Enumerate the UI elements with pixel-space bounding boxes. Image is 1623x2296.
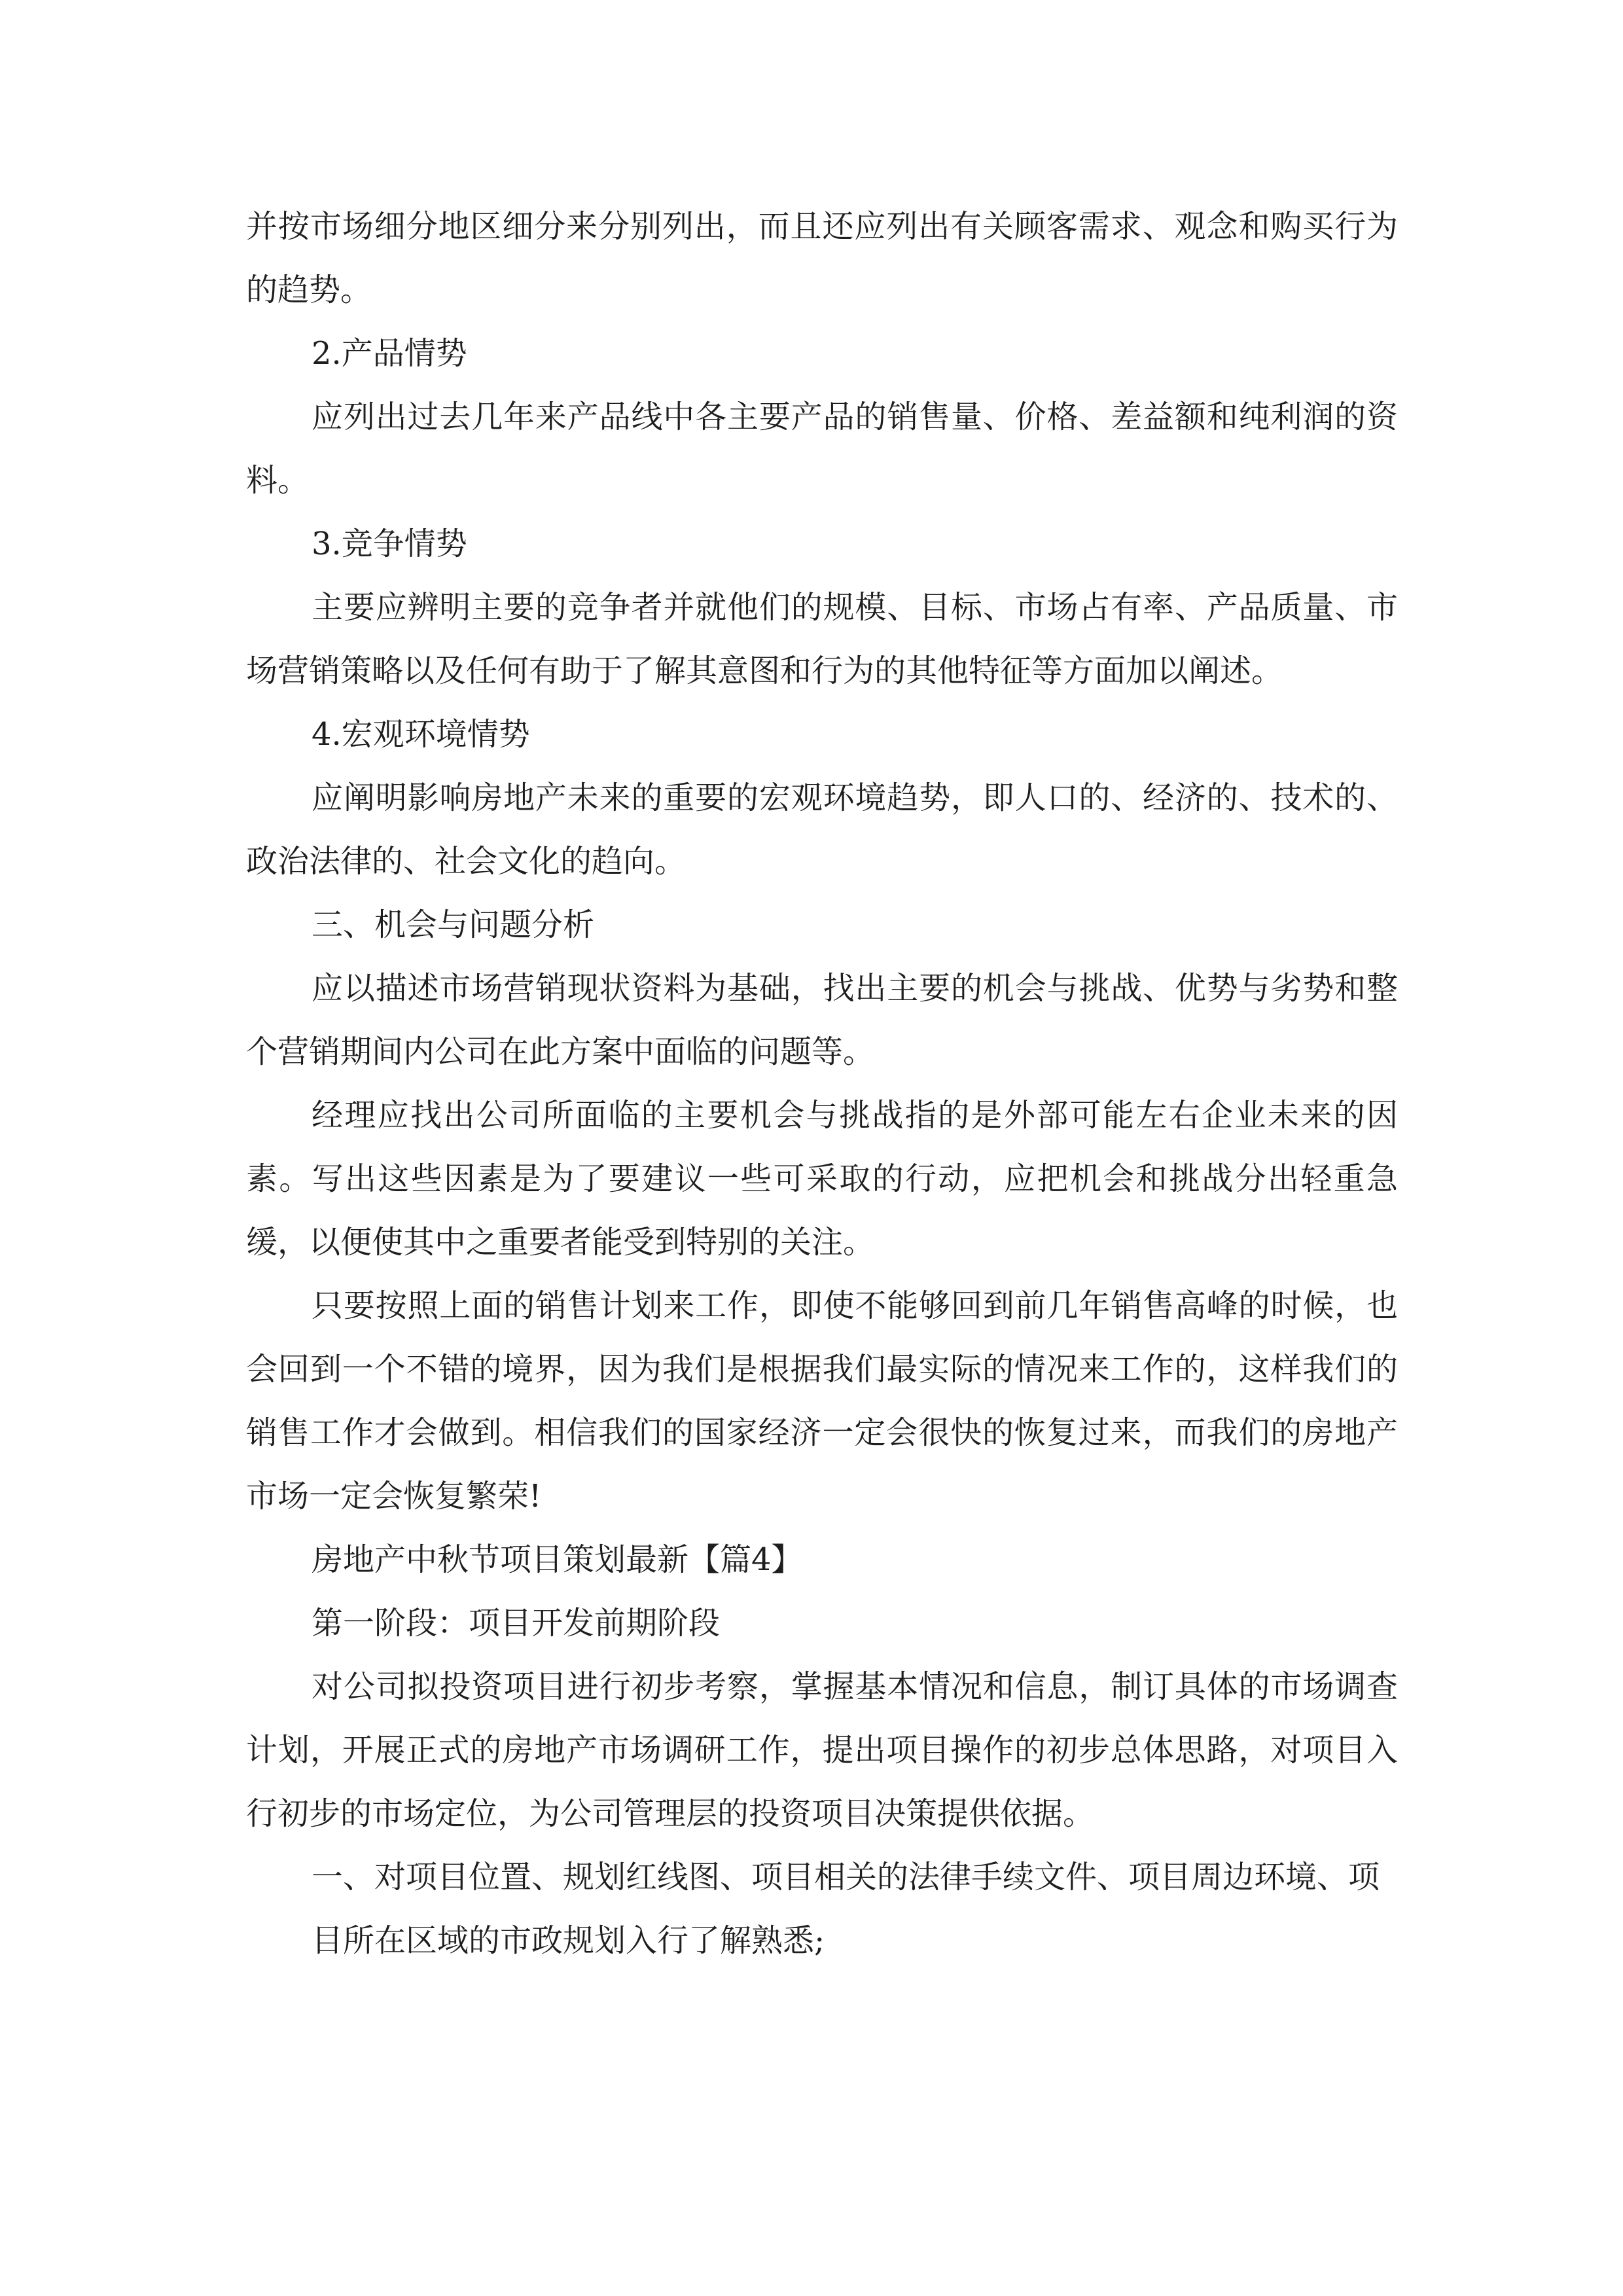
paragraph-opportunity-analysis: 应以描述市场营销现状资料为基础，找出主要的机会与挑战、优势与劣势和整个营销期间内公司在此方案中面临的问题等。 (246, 970, 1398, 1070)
paragraph-sales-plan-conclusion: 只要按照上面的销售计划来工作，即使不能够回到前几年销售高峰的时候，也会回到一个不错的境界，因为我们是根据我们最实际的情况来工作的，这样我们的销售工作才会做到。相信我们的国家经济一定会很快的恢复过来，而我们的房地产市场一定会恢复繁荣! (246, 1287, 1398, 1515)
paragraph-stage-one: 对公司拟投资项目进行初步考察，掌握基本情况和信息，制订具体的市场调查计划，开展正式的房地产市场调研工作，提出项目操作的初步总体思路，对项目入行初步的市场定位，为公司管理层的投资项目决策提供依据。 (246, 1668, 1398, 1832)
paragraph-item-one: 一、对项目位置、规划红线图、项目相关的法律手续文件、项目周边环境、项 (312, 1859, 1380, 1895)
heading-macro-environment: 4.宏观环境情势 (312, 716, 530, 753)
heading-product-situation: 2.产品情势 (312, 335, 467, 372)
document-body (246, 195, 1398, 1973)
heading-opportunity-analysis: 三、机会与问题分析 (312, 906, 595, 943)
heading-article-4: 房地产中秋节项目策划最新【篇4】 (312, 1541, 803, 1578)
paragraph-product-situation: 应列出过去几年来产品线中各主要产品的销售量、价格、差益额和纯利润的资料。 (246, 399, 1398, 499)
heading-stage-one: 第一阶段：项目开发前期阶段 (312, 1605, 721, 1641)
paragraph-market-trend-continuation: 并按市场细分地区细分来分别列出，而且还应列出有关顾客需求、观念和购买行为的趋势。 (246, 208, 1398, 308)
paragraph-competition-situation: 主要应辨明主要的竞争者并就他们的规模、目标、市场占有率、产品质量、市场营销策略以及任何有助于了解其意图和行为的其他特征等方面加以阐述。 (246, 589, 1398, 689)
paragraph-macro-environment: 应阐明影响房地产未来的重要的宏观环境趋势，即人口的、经济的、技术的、政治法律的、社会文化的趋向。 (246, 780, 1398, 880)
paragraph-manager-opportunities: 经理应找出公司所面临的主要机会与挑战指的是外部可能左右企业未来的因素。写出这些因素是为了要建议一些可采取的行动，应把机会和挑战分出轻重急缓，以便使其中之重要者能受到特别的关注。 (246, 1097, 1398, 1261)
heading-competition-situation: 3.竞争情势 (312, 526, 467, 562)
paragraph-item-one-continued: 目所在区域的市政规划入行了解熟悉; (312, 1922, 825, 1959)
